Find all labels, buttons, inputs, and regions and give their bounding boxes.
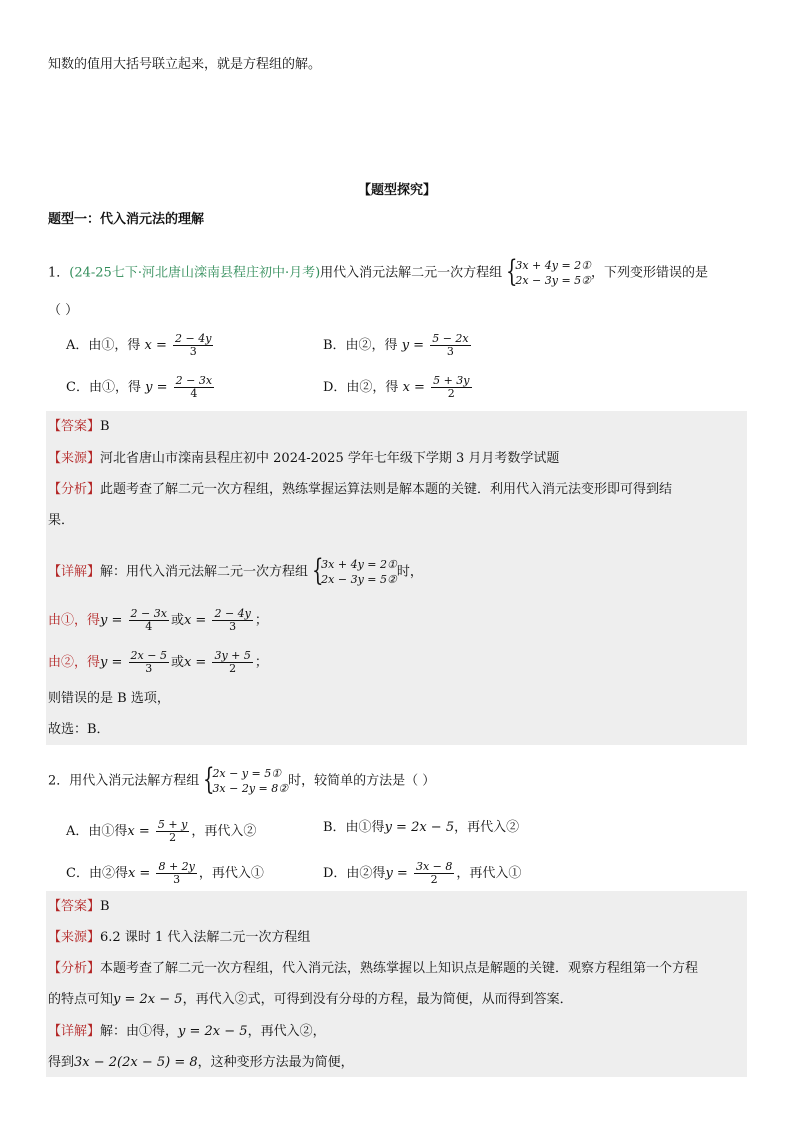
- q1-answer-value: B: [100, 419, 110, 434]
- q1-choose: 故选：B．: [48, 722, 110, 737]
- q1-d2-y-num: 2x − 5: [130, 649, 167, 662]
- q1-detail-tail: 时，: [396, 564, 423, 580]
- q2-opt-a-den: 2: [169, 831, 177, 844]
- q1-opt-a-den: 3: [189, 345, 197, 358]
- q1-analysis-cont: 果．: [48, 513, 75, 528]
- q1-d1-x-den: 3: [229, 620, 237, 633]
- q2-opt-a-lhs: x =: [127, 824, 150, 839]
- q2-opt-d-post: ，再代入①: [456, 866, 522, 881]
- q1-number: 1．: [48, 265, 70, 281]
- q2-opt-a-label: A．由①得: [66, 824, 128, 839]
- q2-source-text: 6.2 课时 1 代入法解二元一次方程组: [100, 930, 311, 945]
- q1-opt-c-den: 4: [190, 387, 198, 400]
- q1-d2-x: x =: [183, 655, 207, 670]
- q2-detail-cont: [48, 1054, 354, 1072]
- q2-opt-b-expr: y = 2x − 5: [384, 820, 455, 835]
- q1-d1-x-fraction: [212, 608, 252, 633]
- q1-opt-c-fraction: [174, 375, 214, 400]
- q2-eq1: 2x − y = 5①: [212, 767, 282, 780]
- q1-opt-d-den: 2: [447, 387, 455, 400]
- q1-option-a: [66, 333, 215, 358]
- q2-opt-d-den: 2: [430, 873, 438, 886]
- q1-d1-x-num: 2 − 4y: [214, 607, 251, 620]
- q1-opt-d-num: 5 + 3y: [433, 374, 470, 387]
- q1-opt-b-num: 5 − 2x: [432, 332, 469, 345]
- q1-opt-b-fraction: [430, 333, 470, 358]
- q1-detail-label: 【详解】: [48, 564, 101, 580]
- q1-detail-system: { 3x + 4y = 2① 2x − 3y = 5②: [312, 553, 397, 588]
- q1-stem: [48, 254, 709, 289]
- q1-d2-x-num: 3y + 5: [214, 649, 251, 662]
- q2-detail-1a: 解：由①得，: [100, 1024, 179, 1039]
- q2-opt-d-fraction: [414, 861, 454, 886]
- q1-stem-tail: ，下列变形错误的是: [591, 265, 709, 281]
- q1-d2-x-fraction: [212, 650, 252, 675]
- q2-option-d: [323, 861, 521, 886]
- q2-detail-expr: y = 2x − 5: [178, 1024, 248, 1039]
- q2-opt-a-post: ，再代入②: [191, 824, 257, 839]
- q1-d1-y-num: 2 − 3x: [130, 607, 167, 620]
- q2-stem: [48, 762, 436, 797]
- q2-opt-d-num: 3x − 8: [415, 860, 453, 873]
- q2-source-label: 【来源】: [48, 930, 101, 945]
- q2-detail-label: 【详解】: [48, 1024, 101, 1039]
- q2-analysis-2a: 的特点可知: [48, 992, 114, 1007]
- q2-source: [48, 929, 310, 947]
- q2-opt-c-lhs: x =: [127, 866, 151, 881]
- q1-option-c: [66, 375, 216, 400]
- q2-opt-b-label: B．由①得: [323, 820, 385, 835]
- q1-detail-eq2: 2x − 3y = 5②: [321, 573, 397, 586]
- q2-opt-c-label: C．由②得: [66, 866, 128, 881]
- q1-derivation-2: [48, 650, 268, 675]
- q2-opt-d-lhs: y =: [385, 866, 408, 881]
- type-title: 题型一：代入消元法的理解: [48, 212, 205, 227]
- q1-eq1: 3x + 4y = 2①: [515, 259, 592, 272]
- q2-opt-a-fraction: [156, 819, 189, 844]
- q1-detail-text: 解：用代入消元法解二元一次方程组: [100, 564, 309, 580]
- q1-option-d: [323, 375, 474, 400]
- q1-d1-end: ；: [254, 613, 268, 628]
- q2-option-a: [66, 819, 256, 844]
- q2-equation-system: { 2x − y = 5① 3x − 2y = 8②: [203, 762, 289, 797]
- q2-stem-text: 用代入消元法解方程组: [69, 773, 200, 789]
- q1-d1-y-fraction: [129, 608, 169, 633]
- q1-source: [48, 450, 559, 468]
- q1-stem-text: 用代入消元法解二元一次方程组: [320, 265, 503, 281]
- q1-d1-or: 或: [170, 613, 184, 628]
- q1-d2-end: ；: [254, 655, 268, 670]
- q2-stem-tail: 时，较简单的方法是（ ）: [288, 773, 436, 789]
- q1-opt-b-label: B．由②，得: [323, 338, 398, 353]
- q1-opt-c-num: 2 − 3x: [175, 374, 213, 387]
- q2-opt-b-post: ，再代入②: [454, 820, 520, 835]
- q1-source-label: 【来源】: [48, 451, 101, 466]
- q2-analysis-text: 本题考查了解二元一次方程组，代入消元法，熟练掌握以上知识点是解题的关键．观察方程组第一个方程: [100, 961, 699, 976]
- q1-opt-a-label: A．由①，得: [66, 338, 141, 353]
- q2-analysis-cont: [48, 991, 573, 1009]
- q2-opt-a-num: 5 + y: [157, 818, 188, 831]
- q1-d2-y-den: 3: [145, 662, 153, 675]
- q1-d1-y-den: 4: [145, 620, 153, 633]
- q1-source-tag: (24-25七下·河北唐山滦南县程庄初中·月考): [69, 265, 321, 281]
- intro-line: 知数的值用大括号联立起来，就是方程组的解。: [48, 57, 322, 72]
- q2-detail-1b: ，再代入②，: [247, 1024, 326, 1039]
- q2-detail-2a: 得到: [48, 1055, 75, 1070]
- q2-analysis-expr: y = 2x − 5: [113, 992, 183, 1007]
- q2-eq2: 3x − 2y = 8②: [212, 782, 289, 795]
- q2-analysis-label: 【分析】: [48, 961, 101, 976]
- q2-answer-label: 【答案】: [48, 899, 101, 914]
- q1-detail: [48, 553, 423, 588]
- q1-analysis: [48, 481, 672, 499]
- q1-analysis-text: 此题考查了解二元一次方程组，熟练掌握运算法则是解本题的关键．利用代入消元法变形即可得到结: [100, 482, 673, 497]
- q2-solution-block: [46, 891, 747, 1077]
- q1-opt-b-lhs: y =: [401, 338, 425, 353]
- q1-d2-y: y =: [100, 655, 123, 670]
- q1-opt-c-lhs: y =: [145, 380, 168, 395]
- q1-eq2: 2x − 3y = 5②: [515, 274, 592, 287]
- q2-answer: [48, 898, 110, 916]
- q1-answer: [48, 418, 110, 436]
- q2-option-c: [66, 861, 264, 886]
- q1-opt-d-lhs: x =: [402, 380, 425, 395]
- q1-opt-a-num: 2 − 4y: [175, 332, 212, 345]
- q2-opt-c-num: 8 + 2y: [158, 860, 195, 873]
- q1-d1-x: x =: [183, 613, 207, 628]
- q1-opt-a-fraction: [173, 333, 213, 358]
- q1-opt-b-den: 3: [446, 345, 454, 358]
- q2-option-b: [323, 819, 519, 837]
- section-title: 【题型探究】: [357, 183, 436, 198]
- q1-source-text: 河北省唐山市滦南县程庄初中 2024-2025 学年七年级下学期 3 月月考数学试题: [100, 451, 560, 466]
- q1-opt-d-fraction: [431, 375, 471, 400]
- q1-d1-y: y =: [100, 613, 123, 628]
- q1-d2-label: 由②，得: [48, 655, 101, 670]
- q1-d2-x-den: 2: [229, 662, 237, 675]
- q1-answer-label: 【答案】: [48, 419, 101, 434]
- q1-conclusion: 则错误的是 B 选项，: [48, 691, 170, 706]
- q1-opt-d-label: D．由②，得: [323, 380, 399, 395]
- q1-option-b: [323, 333, 473, 358]
- q1-opt-c-label: C．由①，得: [66, 380, 141, 395]
- q1-derivation-1: [48, 608, 268, 633]
- q1-equation-system: { 3x + 4y = 2① 2x − 3y = 5②: [506, 254, 592, 289]
- q2-analysis-2b: ，再代入②式，可得到没有分母的方程，最为简便，从而得到答案．: [182, 992, 573, 1007]
- q2-analysis: [48, 960, 698, 978]
- q2-detail-2-expr: 3x − 2(2x − 5) = 8: [74, 1055, 198, 1070]
- q1-d2-or: 或: [170, 655, 184, 670]
- q2-opt-d-label: D．由②得: [323, 866, 386, 881]
- q2-number: 2．: [48, 773, 70, 789]
- q1-opt-a-lhs: x =: [144, 338, 167, 353]
- q1-d1-label: 由①，得: [48, 613, 101, 628]
- q1-detail-eq1: 3x + 4y = 2①: [321, 558, 397, 571]
- q2-detail-2b: ，这种变形方法最为简便，: [197, 1055, 354, 1070]
- q2-answer-value: B: [100, 899, 110, 914]
- q2-detail: [48, 1023, 326, 1041]
- q2-opt-c-den: 3: [173, 873, 181, 886]
- q1-analysis-label: 【分析】: [48, 482, 101, 497]
- q1-paren: （ ）: [48, 303, 79, 318]
- q2-opt-c-fraction: [156, 861, 196, 886]
- q2-opt-c-post: ，再代入①: [198, 866, 264, 881]
- q1-d2-y-fraction: [129, 650, 169, 675]
